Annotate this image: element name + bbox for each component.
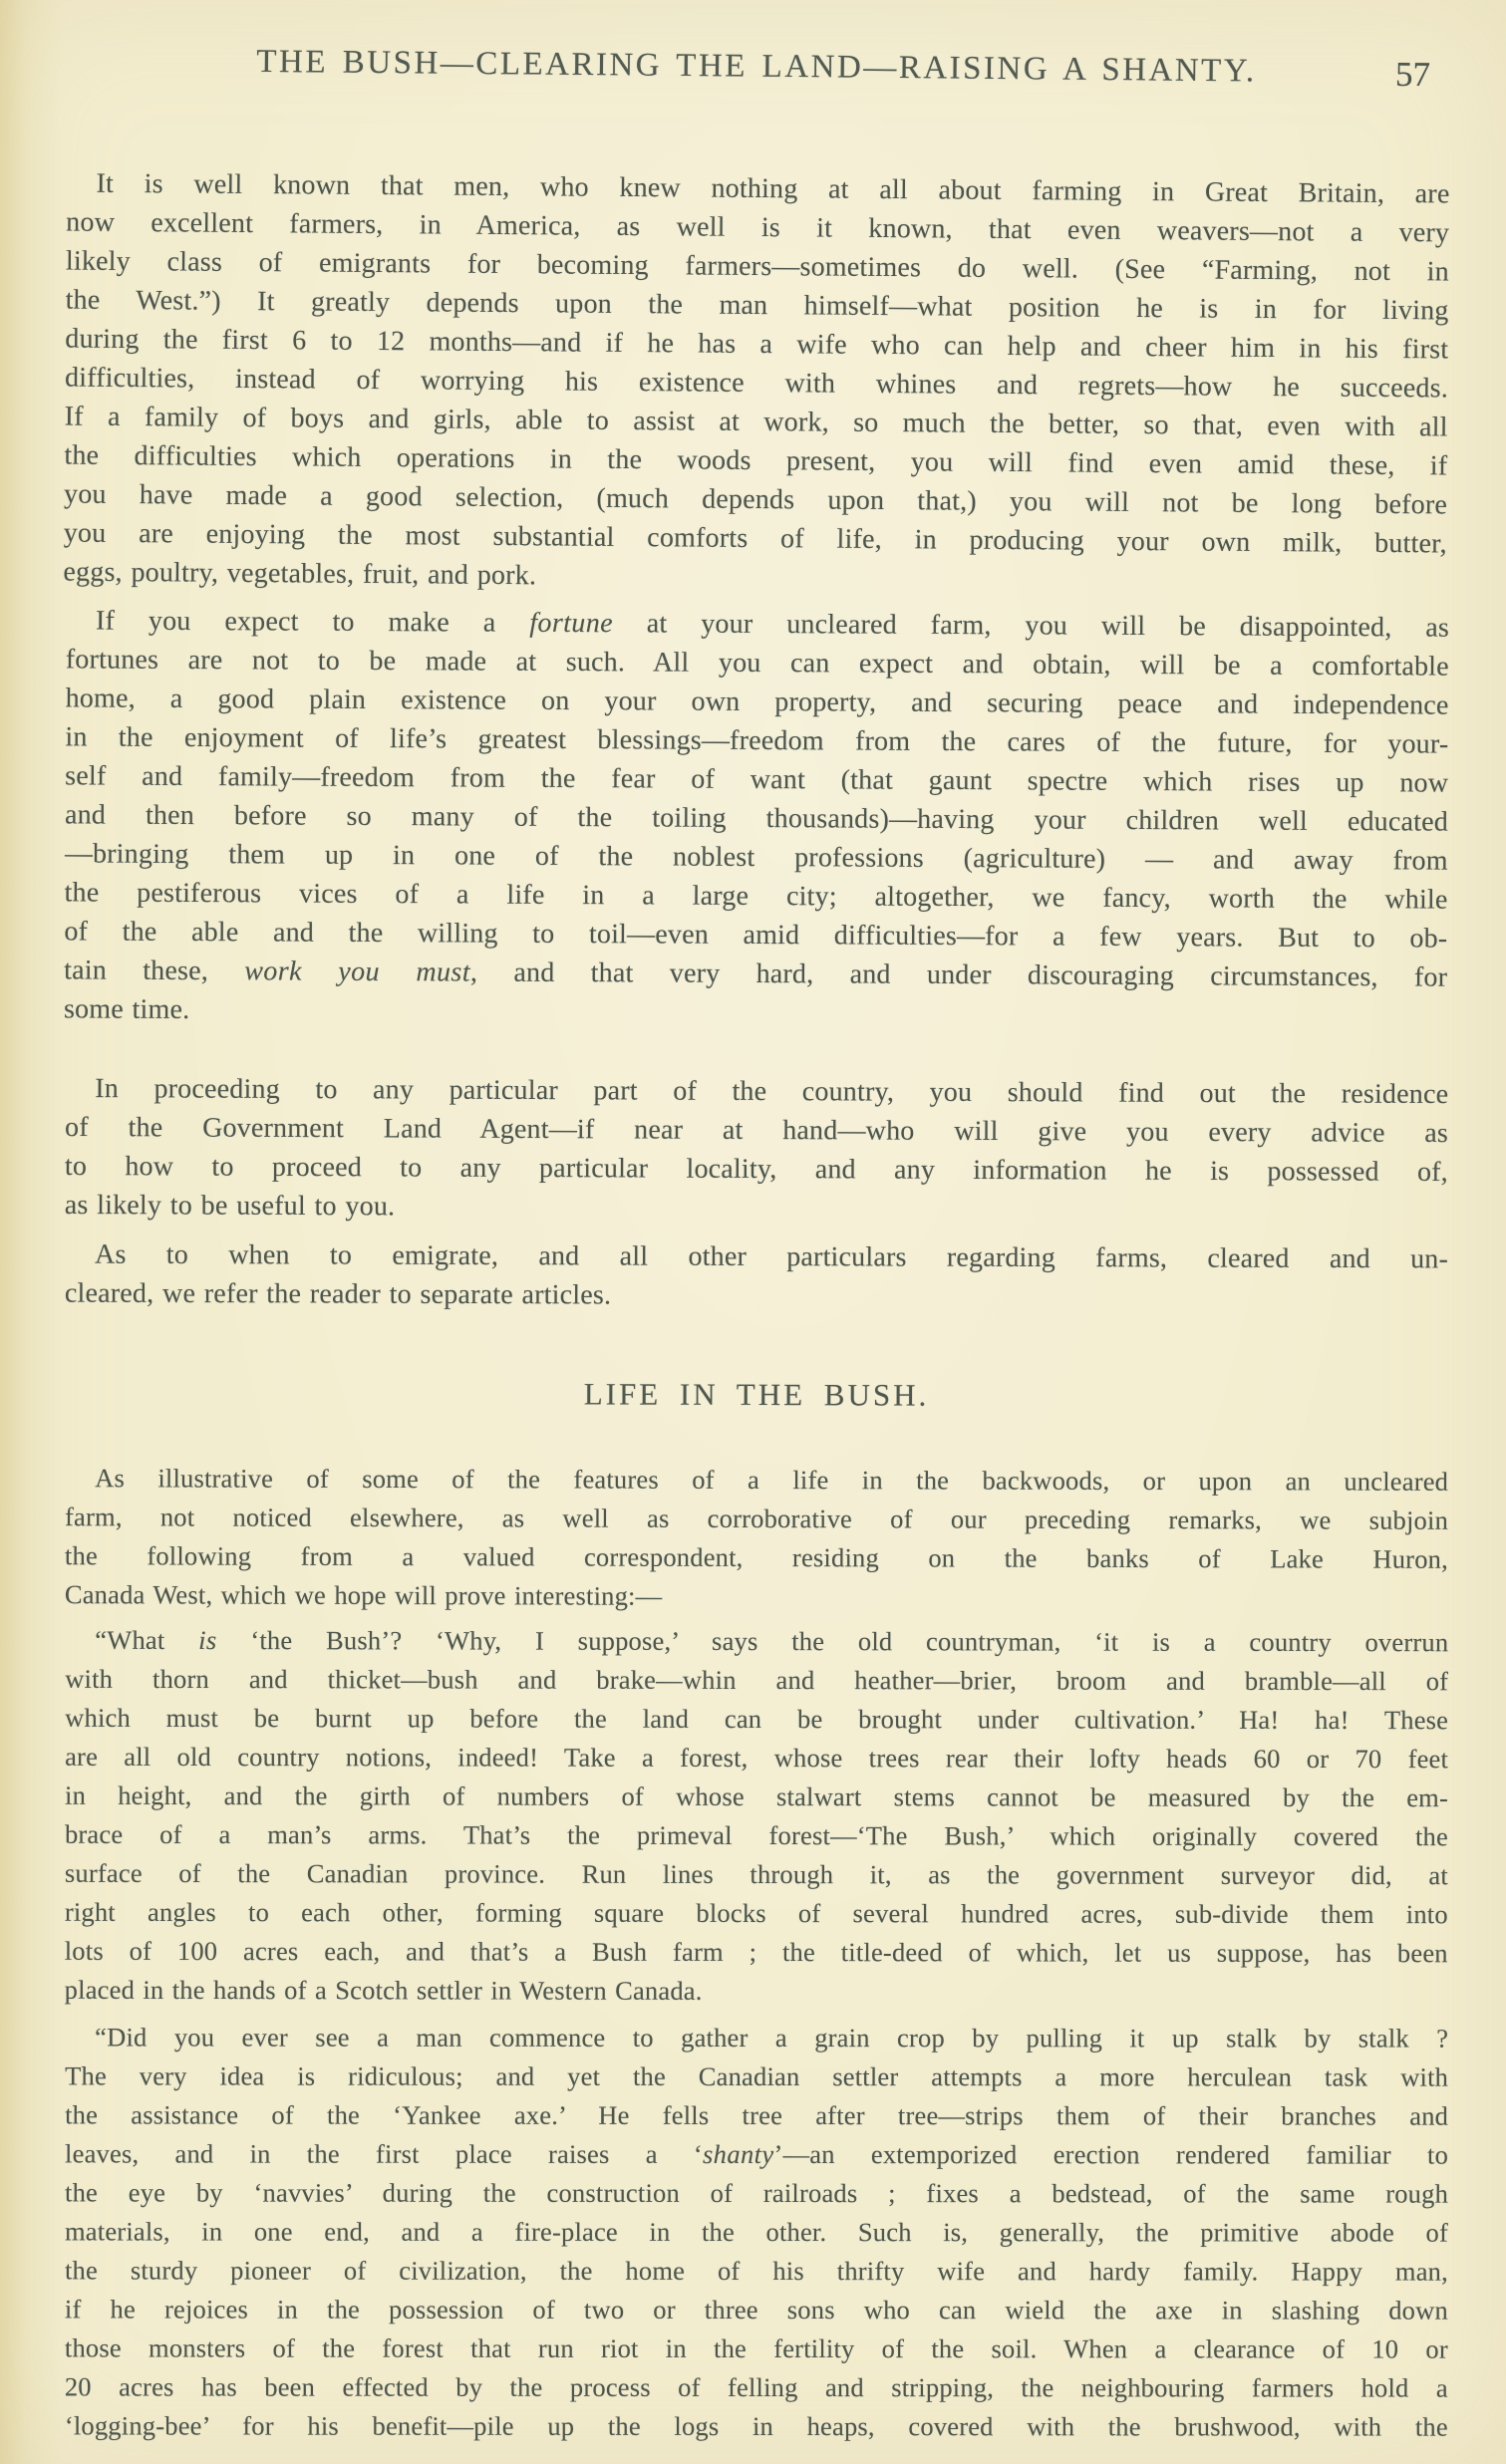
text-line: self and family—freedom from the fear of want (that gaunt spectre which rises up now: [65, 760, 1449, 799]
text-line: farm, not noticed elsewhere, as well as corroborative of our preceding remarks, we subjoin: [65, 1502, 1449, 1535]
text-line: the assistance of the ‘Yankee axe.’ He fells tree after tree—strips them of their branches and: [65, 2099, 1449, 2131]
text-line: of the Government Land Agent—if near at hand—who will give you every advice as: [65, 1111, 1449, 1150]
running-title: THE BUSH—CLEARING THE LAND—RAISING A SHANTY.: [256, 43, 1257, 90]
text-line: —bringing them up in one of the noblest professions (agriculture) — and away from: [64, 838, 1448, 877]
text-line: As to when to emigrate, and all other particulars regarding farms, cleared and un-: [95, 1238, 1449, 1275]
text-line: It is well known that men, who knew nothing at all about farming in Great Britain, are: [96, 167, 1450, 210]
text-line: you have made a good selection, (much depends upon that,) you will not be long before: [63, 478, 1448, 521]
text-line: If a family of boys and girls, able to assist at work, so much the better, so that, even with all: [64, 401, 1448, 443]
text-line: If you expect to make a fortune at your uncleared farm, you will be disappointed, as: [95, 605, 1450, 644]
text-line: The very idea is ridiculous; and yet the Canadian settler attempts a more herculean task with: [65, 2060, 1449, 2092]
text-line: the sturdy pioneer of civilization, the home of his thrifty wife and hardy family. Happy man,: [64, 2255, 1448, 2287]
text-line: tain these, work you must, and that very hard, and under discouraging circumstances, for: [64, 955, 1448, 993]
text-line: leaves, and in the first place raises a ‘shanty’—an extemporized erection rendered familiar to: [65, 2138, 1449, 2170]
paragraph-fortune: [64, 601, 1449, 1035]
text-line: As illustrative of some of the features of a life in the backwoods, or upon an uncleared: [95, 1463, 1449, 1497]
text-line: likely class of emigrants for becoming farmers—sometimes do well. (See “Farming, not in: [65, 245, 1450, 288]
text-line: now excellent farmers, in America, as well is it known, that even weavers—not a very: [66, 206, 1450, 249]
text-line: the West.”) It greatly depends upon the man himself—what position he is in for living: [65, 284, 1449, 327]
running-header: [65, 42, 1448, 99]
text-line: 20 acres has been effected by the process of felling and stripping, the neighbouring farmers hold a: [64, 2371, 1448, 2403]
text-line: and then before so many of the toiling thousands)—having your children well educated: [64, 799, 1449, 838]
text-line: with thorn and thicket—bush and brake—whin and heather—brier, broom and bramble—all of: [65, 1663, 1449, 1697]
text-line: to how to proceed to any particular locality, and any information he is possessed of,: [64, 1150, 1448, 1189]
text-line: ‘logging-bee’ for his benefit—pile up the logs in heaps, covered with the brushwood, with the: [64, 2410, 1448, 2442]
text-line: home, a good plain existence on your own property, and securing peace and independence: [65, 683, 1449, 721]
text-line: placed in the hands of a Scotch settler in Western Canada.: [64, 1974, 703, 2006]
text-line: right angles to each other, forming square blocks of several hundred acres, sub-divide them into: [64, 1896, 1448, 1930]
text-line: the eye by ‘navvies’ during the construction of railroads ; fixes a bedstead, of the same rough: [65, 2177, 1449, 2209]
text-line: which must be burnt up before the land can be brought under cultivation.’ Ha! ha! These: [65, 1702, 1449, 1736]
paragraph-intro-farming: [63, 164, 1449, 603]
section-heading-life-in-the-bush: LIFE IN THE BUSH.: [583, 1376, 930, 1413]
paragraph-illustrative: [65, 1459, 1448, 1618]
text-line: the difficulties which operations in the woods present, you will find even amid these, if: [64, 439, 1448, 482]
paragraph-grain-crop: [65, 2018, 1448, 2446]
text-line: “Did you ever see a man commence to gather a grain crop by pulling it up stalk by stalk ?: [95, 2022, 1449, 2053]
text-line: if he rejoices in the possession of two or three sons who can wield the axe in slashing down: [64, 2294, 1448, 2326]
text-line: during the first 6 to 12 months—and if he has a wife who can help and cheer him in his first: [65, 323, 1449, 366]
text-line: those monsters of the forest that run riot in the fertility of the soil. When a clearance of 10 or: [64, 2332, 1448, 2364]
paragraph-land-agent: [65, 1069, 1449, 1231]
text-line: materials, in one end, and a fire-place in the other. Such is, generally, the primitive abode of: [64, 2216, 1449, 2248]
text-line: cleared, we refer the reader to separate articles.: [64, 1277, 612, 1311]
text-line: some time.: [63, 993, 190, 1026]
text-line: the following from a valued correspondent, residing on the banks of Lake Huron,: [64, 1540, 1448, 1574]
text-line: lots of 100 acres each, and that’s a Bush farm ; the title-deed of which, let us suppose, has been: [64, 1935, 1448, 1969]
text-line: difficulties, instead of worrying his existence with whines and regrets—how he succeeds.: [64, 362, 1449, 405]
text-line: of the able and the willing to toil—even amid difficulties—for a few years. But to ob-: [64, 916, 1448, 955]
text-line: In proceeding to any particular part of the country, you should find out the residence: [95, 1073, 1449, 1111]
text-line: fortunes are not to be made at such. All you can expect and obtain, will be a comfortable: [65, 644, 1449, 683]
text-line: in height, and the girth of numbers of whose stalwart stems cannot be measured by the em-: [65, 1780, 1449, 1813]
text-line: you are enjoying the most substantial comforts of life, in producing your own milk, butter,: [63, 517, 1447, 560]
text-line: are all old country notions, indeed! Take a forest, whose trees rear their lofty heads 60 or 70 feet: [65, 1741, 1449, 1775]
text-line: as likely to be useful to you.: [64, 1189, 396, 1223]
text-line: “What is ‘the Bush’? ‘Why, I suppose,’ says the old countryman, ‘it is a country overrun: [95, 1624, 1449, 1658]
text-line: eggs, poultry, vegetables, fruit, and pork.: [63, 556, 537, 592]
text-line: brace of a man’s arms. That’s the primeval forest—‘The Bush,’ which originally covered the: [64, 1818, 1448, 1852]
paragraph-what-is-the-bush: [65, 1621, 1449, 2012]
text-line: surface of the Canadian province. Run lines through it, as the government surveyor did, at: [64, 1857, 1448, 1891]
page-number: 57: [1394, 54, 1431, 95]
text-line: in the enjoyment of life’s greatest blessings—freedom from the cares of the future, for your-: [65, 721, 1449, 760]
text-line: the pestiferous vices of a life in a large city; altogether, we fancy, worth the while: [64, 877, 1448, 916]
paragraph-when-to-emigrate: [65, 1235, 1448, 1318]
text-line: Canada West, which we hope will prove interesting:—: [64, 1579, 663, 1611]
